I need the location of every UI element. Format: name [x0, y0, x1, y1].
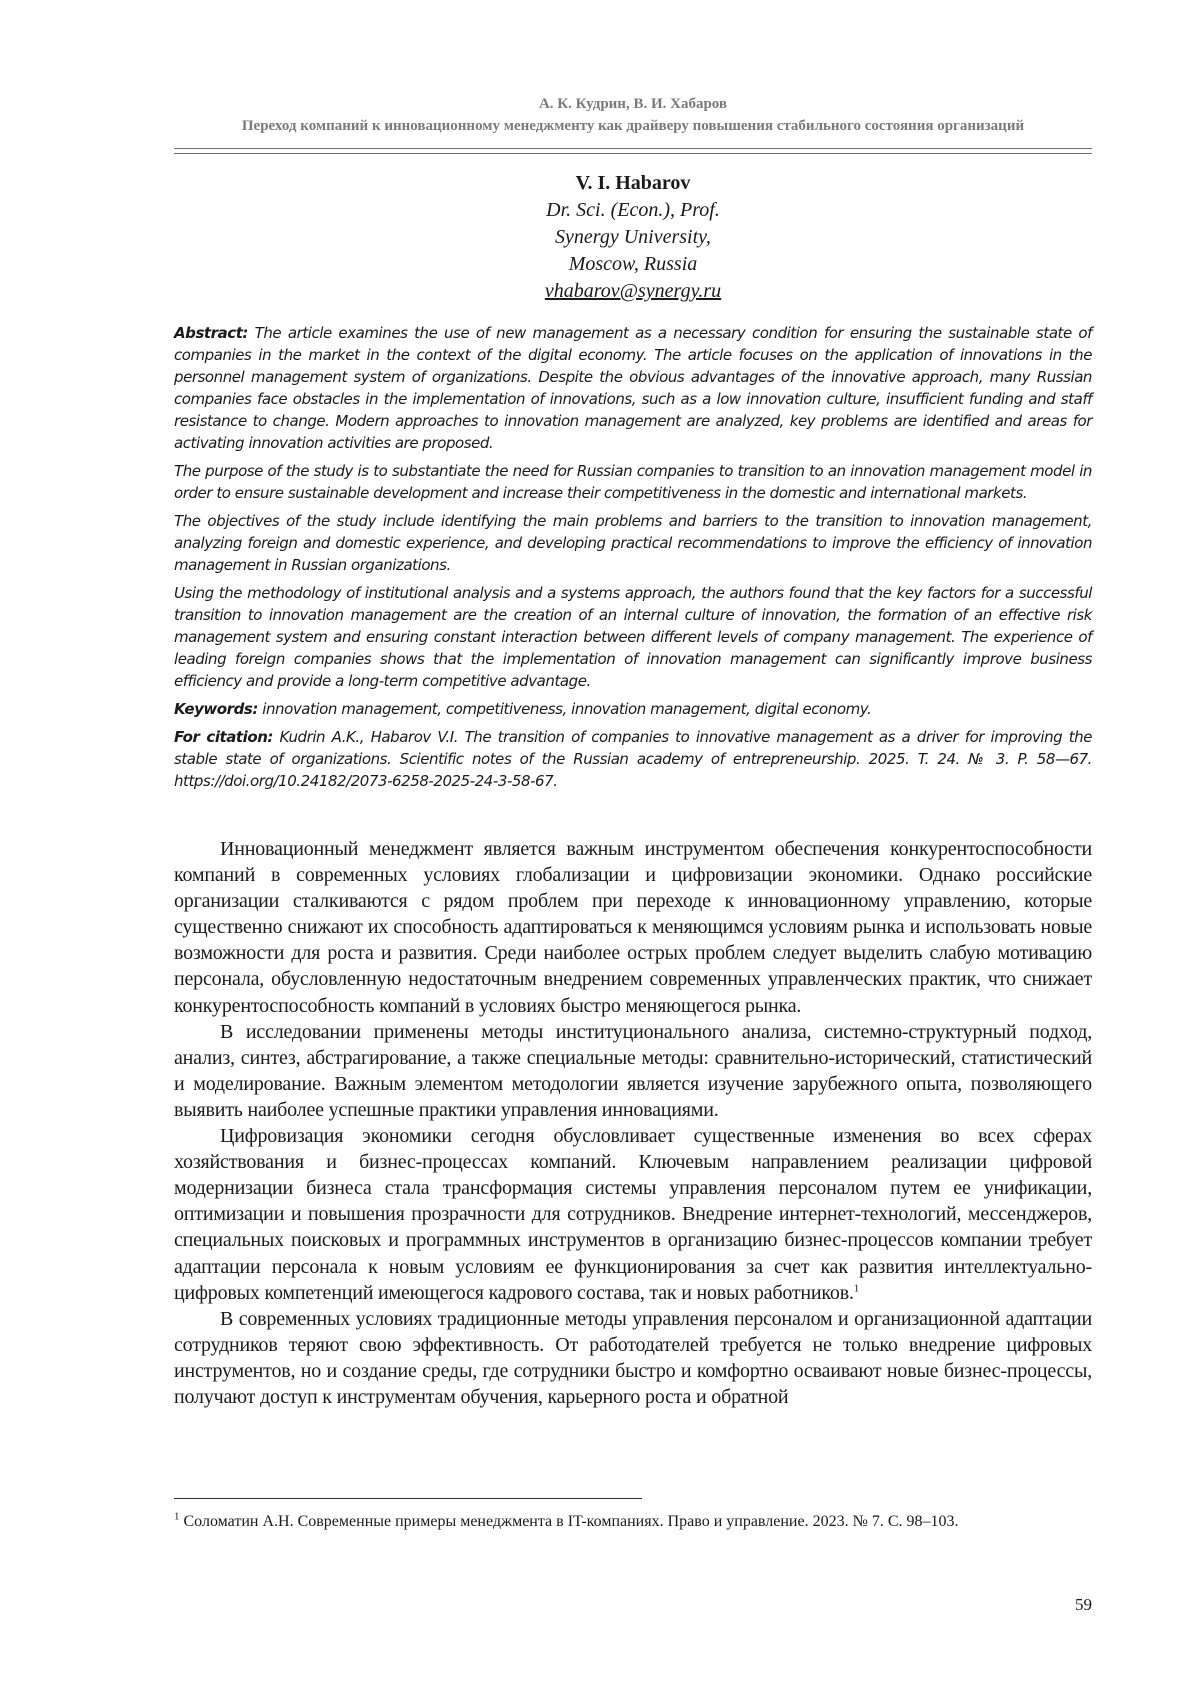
body-paragraph: Инновационный менеджмент является важным инструментом обеспечения конкурентоспособности компаний в современных условиях глобализации и цифровизации экономики. Однако российские организации сталкиваются с рядом проблем при переходе к инновационному управлению, которые существенно снижают их способность адаптироваться к меняющимся условиям рынка и использовать новые возможности для роста и развития. Среди наиболее острых проблем следует выделить слабую мотивацию персонала, обусловленную недостаточным внедрением современных управленческих практик, что снижает конкурентоспособность компаний в условиях быстро меняющегося рынка. — [174, 838, 1092, 1017]
author-location: Moscow, Russia — [568, 253, 698, 275]
footnote — [174, 1511, 1092, 1533]
citation-label: For citation: — [174, 728, 273, 746]
page — [174, 0, 1092, 1697]
abstract-text: The article examines the use of new management as a necessary condition for ensuring the sustainable state of companies in the market in the context of the digital economy. The article focuses on the application of innovations in the personnel management system of organizations. Despite the obvious advantages of the innovative approach, many Russian companies face obstacles in the implementation of innovations, such as a low innovation culture, insufficient funding and staff resistance to change. Modern approaches to innovation management are analyzed, key problems are identified and areas for activating innovation activities are proposed. — [174, 324, 1092, 452]
body-paragraph: В современных условиях традиционные методы управления персоналом и организационной адаптации сотрудников теряют свою эффективность. От работодателей требуется не только внедрение цифровых инструментов, но и создание среды, где сотрудники быстро и комфортно осваивают новые бизнес-процессы, получают доступ к инструментам обучения, карьерного роста и обратной — [174, 1307, 1092, 1408]
abstract-paragraph: Using the methodology of institutional analysis and a systems approach, the authors found that the key factors for a successful transition to innovation management are the creation of an internal culture of innovation, the formation of an effective risk management system and ensuring constant interaction between different levels of company management. The experience of leading foreign companies shows that the implementation of innovation management can significantly improve business efficiency and provide a long-term competitive advantage. — [174, 584, 1092, 690]
keywords — [174, 698, 1092, 720]
body-paragraph: В исследовании применены методы институционального анализа, системно-структурный подход, анализ, синтез, абстрагирование, а также специальные методы: сравнительно-исторический, статистический и моделирование. Важным элементом методологии является изучение зарубежного опыта, позволяющего выявить наиболее успешные практики управления инновациями. — [174, 1020, 1092, 1121]
abstract-paragraph: The purpose of the study is to substantiate the need for Russian companies to transition to an innovation management model in order to ensure sustainable development and increase their competitiveness in the domestic and international markets. — [174, 462, 1092, 502]
abstract — [174, 322, 1092, 798]
author-affiliation: Synergy University, — [555, 226, 711, 248]
body-paragraph-text: Цифровизация экономики сегодня обусловливает существенные изменения во всех сферах хозяйствования и бизнес-процессах компаний. Ключевым направлением реализации цифровой модернизации бизнеса стала трансформация системы управления персоналом путем ее унификации, оптимизации и повышения прозрачности для сотрудников. Внедрение интернет-технологий, мессенджеров, специальных поисковых и программных инструментов в организацию бизнес-процессов компании требует адаптации персонала к новым условиям ее функционирования за счет как развития интеллектуально-цифровых компетенций имеющегося кадрового состава, так и новых работников. — [174, 1125, 1092, 1304]
author-email-link[interactable]: vhabarov@synergy.ru — [544, 280, 722, 302]
abstract-label: Abstract: — [174, 324, 248, 342]
abstract-paragraph: The objectives of the study include identifying the main problems and barriers to the transition to innovation management, analyzing foreign and domestic experience, and developing practical recommendations to improve the efficiency of innovation management in Russian organizations. — [174, 512, 1092, 574]
footnote-mark: 1 — [174, 1510, 180, 1523]
citation — [174, 726, 1092, 792]
footnote-text: Соломатин А.Н. Современные примеры менеджмента в IT-компаниях. Право и управление. 2023. № 7. С. 98–103. — [179, 1513, 959, 1530]
body-paragraph — [174, 1123, 1092, 1306]
body-text — [174, 836, 1092, 1410]
author-name: V. I. Habarov — [575, 172, 691, 194]
running-head-title: Переход компаний к инновационному менеджменту как драйверу повышения стабильного состояния организаций — [241, 118, 1025, 134]
keywords-label: Keywords: — [174, 700, 258, 718]
abstract-paragraph — [174, 322, 1092, 454]
running-head-authors: А. К. Кудрин, В. И. Хабаров — [538, 96, 728, 112]
keywords-text: innovation management, competitiveness, innovation management, digital economy. — [262, 700, 872, 718]
running-head — [174, 93, 1092, 137]
page-number: 59 — [1075, 1595, 1092, 1614]
header-rule-bottom — [174, 153, 1092, 154]
author-block — [174, 170, 1092, 305]
author-degree: Dr. Sci. (Econ.), Prof. — [546, 199, 720, 221]
header-rule-top — [174, 148, 1092, 149]
footnote-reference[interactable]: 1 — [853, 1281, 860, 1294]
citation-text: Kudrin A.K., Habarov V.I. The transition of companies to innovative management as a driver for improving the stable state of organizations. Scientific notes of the Russian academy of entrepreneurship. 2025. T. 24. № 3. P. 58—67. https://doi.org/10.24182/2073-6258-2025-24-3-58-67. — [174, 728, 1092, 790]
footnote-rule — [174, 1498, 642, 1499]
